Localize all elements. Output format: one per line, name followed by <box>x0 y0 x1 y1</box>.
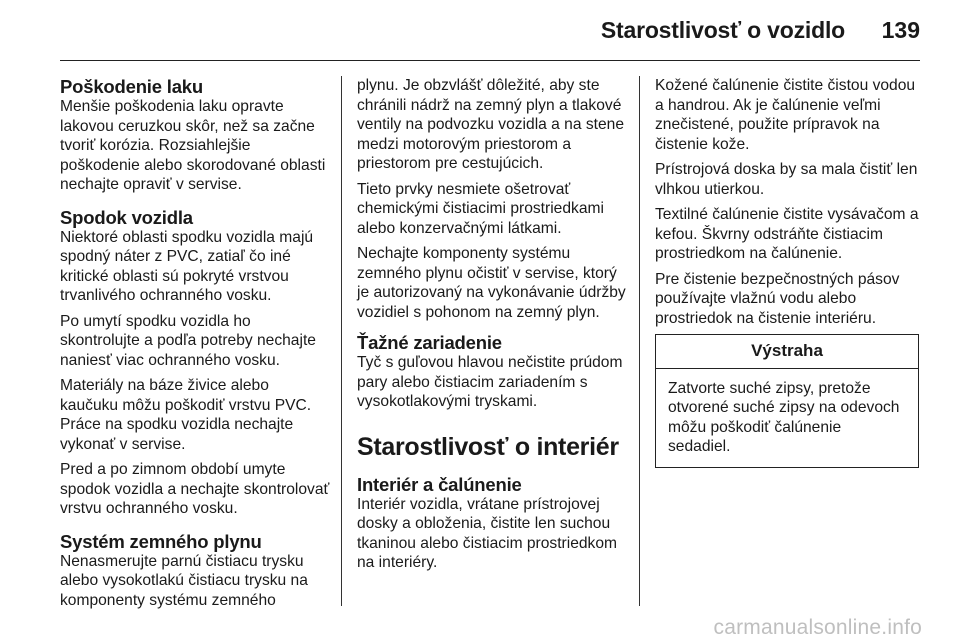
watermark: carmanualsonline.info <box>713 616 922 639</box>
heading-towing-device: Ťažné zariadenie <box>357 332 502 353</box>
column-divider-1 <box>341 76 342 606</box>
paragraph: Pred a po zimnom období umyte spodok vozidla a nechajte skontrolovať vrstvu ochranného vosku. <box>60 461 330 517</box>
running-title: Starostlivosť o vozidlo <box>600 17 845 43</box>
heading-interior-upholstery: Interiér a čalúnenie <box>357 473 522 495</box>
heading-natural-gas-system: Systém zemného plynu <box>60 530 262 552</box>
column-3 <box>655 76 921 468</box>
heading-paint-damage: Poškodenie laku <box>60 76 203 97</box>
paragraph: Tieto prvky nesmiete ošetrovať chemickými čistiacimi prostriedkami alebo konzervačnými látkami. <box>357 180 604 237</box>
paragraph: Nechajte komponenty systému zemného plynu očistiť v servise, ktorý je autorizovaný na vykonávanie údržby vozidiel s pohonom na zemný plyn. <box>357 245 626 321</box>
chapter-heading-interior: Starostlivosť o interiér <box>357 432 619 461</box>
warning-title: Výstraha <box>656 335 918 369</box>
paragraph: Menšie poškodenia laku opravte lakovou ceruzkou skôr, než sa začne tvoriť korózia. Rozsiahlejšie poškodenie alebo skorodované oblasti nechajte opraviť v servise. <box>60 98 326 193</box>
paragraph: Pre čistenie bezpečnostných pásov používajte vlažnú vodu alebo prostriedok na čistenie interiéru. <box>655 270 900 327</box>
section-underbody <box>60 207 330 519</box>
section-towing-device <box>357 332 627 412</box>
paragraph: Po umytí spodku vozidla ho skontrolujte a podľa potreby nechajte naniesť viac ochranného vosku. <box>60 312 316 369</box>
paragraph: Interiér vozidla, vrátane prístrojovej dosky a obloženia, čistite len suchou tkaninou alebo čistiacim prostriedkom na interiéry. <box>357 495 618 571</box>
section-interior-upholstery <box>357 474 627 573</box>
section-paint-damage <box>60 76 330 195</box>
paragraph: plynu. Je obzvlášť dôležité, aby ste chránili nádrž na zemný plyn a tlakové ventily na podvozku vozidla a na stene medzi motorovým priestorom a priestorom pre cestujúcich. <box>357 77 624 172</box>
page-header <box>0 0 960 62</box>
paragraph: Niektoré oblasti spodku vozidla majú spodný náter z PVC, zatiaľ čo iné kritické oblasti sú pokryté vrstvou trvanlivého ochranného vosku. <box>60 228 314 304</box>
paragraph: Kožené čalúnenie čistite čistou vodou a handrou. Ak je čalúnenie veľmi znečistené, použite prípravok na čistenie kože. <box>655 77 916 153</box>
column-2 <box>357 76 627 585</box>
column-divider-2 <box>639 76 640 606</box>
warning-box <box>655 334 919 468</box>
paragraph: Materiály na báze živice alebo kaučuku môžu poškodiť vrstvu PVC. Práce na spodku vozidla nechajte vykonať v servise. <box>60 377 312 453</box>
heading-underbody: Spodok vozidla <box>60 206 193 228</box>
page-number: 139 <box>881 17 920 43</box>
header-rule <box>60 60 920 61</box>
warning-text: Zatvorte suché zipsy, pretože otvorené suché zipsy na odevoch môžu poškodiť čalúnenie sedadiel. <box>668 379 900 455</box>
paragraph: Nenasmerujte parnú čistiacu trysku alebo vysokotlakú čistiacu trysku na komponenty systému zemného <box>60 552 308 609</box>
column-1 <box>60 76 330 622</box>
section-natural-gas-system <box>60 531 330 611</box>
paragraph: Textilné čalúnenie čistite vysávačom a kefou. Škvrny odstráňte čistiacim prostriedkom na čalúnenie. <box>655 206 919 262</box>
paragraph: Tyč s guľovou hlavou nečistite prúdom pary alebo čistiacim zariadením s vysokotlakovými tryskami. <box>357 354 623 410</box>
paragraph: Prístrojová doska by sa mala čistiť len vlhkou utierkou. <box>655 161 918 198</box>
